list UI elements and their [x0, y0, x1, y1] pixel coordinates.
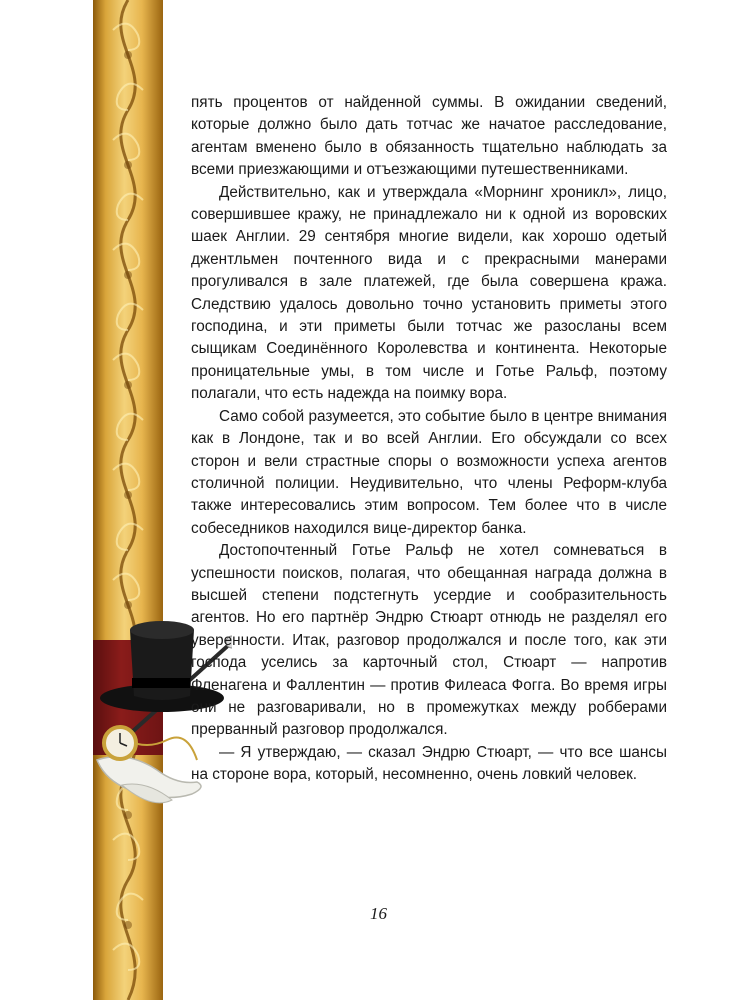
ornamental-border [93, 0, 163, 1000]
scrollwork-ornament [93, 0, 163, 1000]
body-text [191, 92, 667, 787]
paragraph: Достопочтенный Готье Ральф не хотел сомневаться в успешности поисков, полагая, что обещанная награда должна в высшей степени подстегнуть усердие и сообразительность агентов. Но его партнёр Эндрю Стюарт отнюдь не разделял его уверенности. Итак, разговор продолжался и после того, как эти господа уселись за карточный стол, Стюарт — напротив Фленагена и Фаллентин — против Филеаса Фогга. Во время игры они не разговаривали, но в промежутках между робберами прерванный разговор продолжался. [191, 542, 667, 739]
paragraph: Само собой разумеется, это событие было в центре внимания как в Лондоне, так и во всей Англии. Его обсуждали со всех сторон и вели страстные споры о возможности успеха агентов столичной полиции. Неудивительно, что члены Реформ-клуба также интересовались этим вопросом. Тем более что в числе собеседников находился вице-директор банка. [191, 407, 667, 537]
page-number: 16 [370, 904, 387, 923]
paragraph: Действительно, как и утверждала «Морнинг хроникл», лицо, совершившее кражу, не принадлежало ни к одной из воровских шаек Англии. 29 сентября многие видели, как хорошо одетый джентльмен почтенного вида и с прекрасными манерами прогуливался в зале платежей, где была совершена кража. Следствию удалось довольно точно установить приметы этого господина, и эти приметы были тотчас же разосланы всем сыщикам Соединённого Королевства и континента. Некоторые проницательные умы, в том числе и Готье Ральф, поэтому полагали, что есть надежда на поимку вора. [191, 183, 667, 403]
paragraph: пять процентов от найденной суммы. В ожидании сведений, которые должно было дать тотчас же начатое расследование, агентам вменено было в обязанность тщательно наблюдать за всеми приезжающими и отъезжающими путешественниками. [191, 94, 667, 179]
paragraph: — Я утверждаю, — сказал Эндрю Стюарт, — что все шансы на стороне вора, который, несомненно, очень ловкий человек. [191, 743, 667, 784]
